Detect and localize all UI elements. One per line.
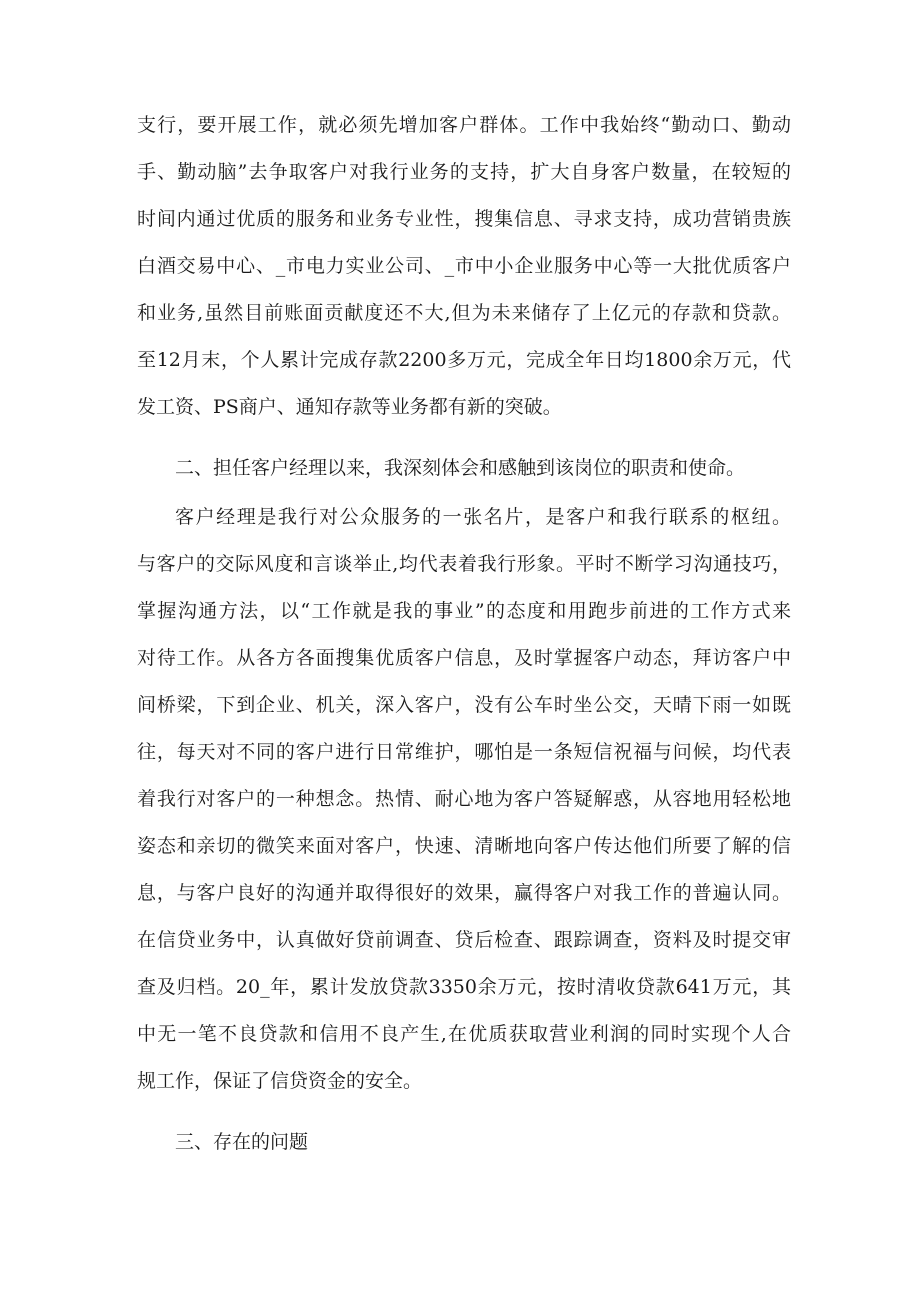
text-line: 中无一笔不良贷款和信用不良产生,在优质获取营业利润的同时实现个人合	[137, 1023, 791, 1045]
text-line: 往，每天对不同的客户进行日常维护，哪怕是一条短信祝福与问候，均代表	[137, 741, 791, 763]
text-line: 着我行对客户的一种想念。热情、耐心地为客户答疑解惑，从容地用轻松地	[137, 788, 791, 810]
text-line: 客户经理是我行对公众服务的一张名片，是客户和我行联系的枢纽。	[175, 506, 791, 528]
text-line: 息，与客户良好的沟通并取得很好的效果，赢得客户对我工作的普遍认同。	[137, 882, 791, 904]
text-line: 发工资、PS商户、通知存款等业务都有新的突破。	[137, 396, 562, 418]
text-line: 手、勤动脑”去争取客户对我行业务的支持，扩大自身客户数量，在较短的	[137, 161, 791, 183]
text-line: 间桥梁，下到企业、机关，深入客户，没有公车时坐公交，天晴下雨一如既	[137, 694, 791, 716]
text-line: 支行，要开展工作，就必须先增加客户群体。工作中我始终“勤动口、勤动	[137, 114, 791, 136]
text-line: 时间内通过优质的服务和业务专业性，搜集信息、寻求支持，成功营销贵族	[137, 208, 791, 230]
text-line: 查及归档。20_年，累计发放贷款3350余万元，按时清收贷款641万元，其	[137, 976, 791, 998]
text-line: 在信贷业务中，认真做好贷前调查、贷后检查、跟踪调查，资料及时提交审	[137, 929, 791, 951]
section-heading: 三、存在的问题	[175, 1131, 309, 1153]
text-line: 掌握沟通方法，以“工作就是我的事业”的态度和用跑步前进的工作方式来	[137, 600, 791, 622]
text-line: 至12月末，个人累计完成存款2200多万元，完成全年日均1800余万元，代	[137, 349, 791, 371]
text-line: 姿态和亲切的微笑来面对客户，快速、清晰地向客户传达他们所要了解的信	[137, 835, 791, 857]
section-heading: 二、担任客户经理以来，我深刻体会和感触到该岗位的职责和使命。	[175, 457, 746, 479]
text-line: 白酒交易中心、_市电力实业公司、_市中小企业服务中心等一大批优质客户	[137, 255, 791, 277]
text-line: 规工作，保证了信贷资金的安全。	[137, 1070, 423, 1092]
text-line: 与客户的交际风度和言谈举止,均代表着我行形象。平时不断学习沟通技巧，	[137, 553, 791, 575]
text-line: 和业务,虽然目前账面贡献度还不大,但为未来储存了上亿元的存款和贷款。	[137, 302, 791, 324]
text-line: 对待工作。从各方各面搜集优质客户信息，及时掌握客户动态，拜访客户中	[137, 647, 791, 669]
